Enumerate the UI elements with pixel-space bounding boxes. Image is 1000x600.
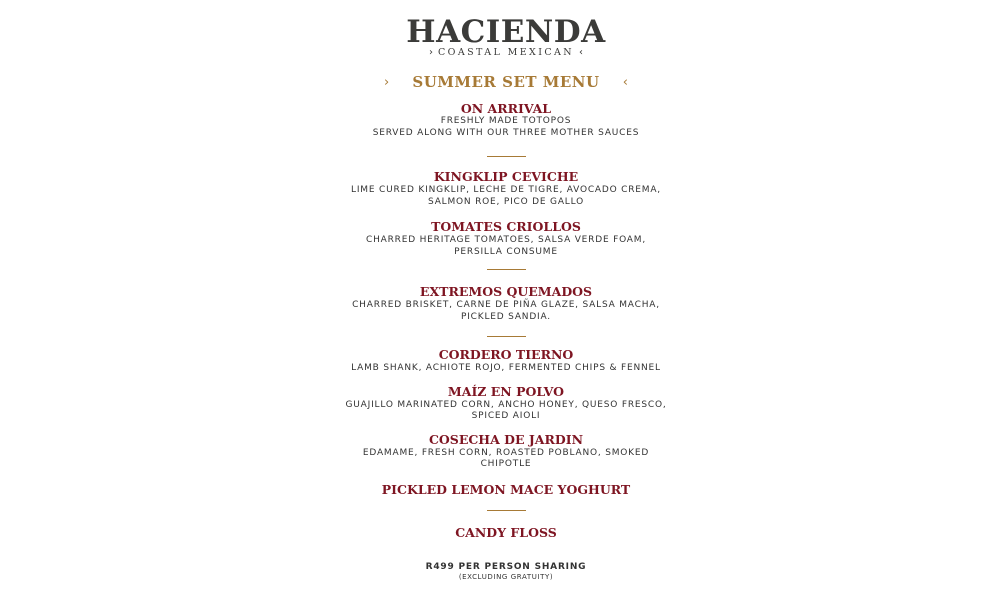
course-description-line: LAMB SHANK, ACHIOTE ROJO, FERMENTED CHIPS & FENNEL bbox=[351, 363, 661, 373]
course-name-cosecha-de-jardin: COSECHA DE JARDIN bbox=[428, 432, 584, 447]
course-description-line: PERSILLA CONSUME bbox=[454, 247, 558, 257]
brand-tagline-row bbox=[0, 46, 1000, 60]
brand-tagline: COASTAL MEXICAN bbox=[437, 47, 575, 58]
price-label: R499 PER PERSON SHARING bbox=[425, 562, 587, 572]
course-description-line: SPICED AIOLI bbox=[471, 411, 541, 421]
course-description-line: EDAMAME, FRESH CORN, ROASTED POBLANO, SMOKED bbox=[362, 448, 650, 458]
chevron-left-icon: ‹ bbox=[579, 47, 584, 58]
course-name-pickled-lemon-mace-yoghurt: PICKLED LEMON MACE YOGHURT bbox=[381, 482, 631, 497]
course-name-cordero-tierno: CORDERO TIERNO bbox=[438, 347, 574, 362]
section-divider bbox=[487, 156, 526, 157]
section-divider bbox=[487, 269, 526, 270]
chevron-right-icon: › bbox=[428, 47, 433, 58]
course-description-line: FRESHLY MADE TOTOPOS bbox=[440, 116, 572, 126]
course-description-line: GUAJILLO MARINATED CORN, ANCHO HONEY, QUESO FRESCO, bbox=[345, 400, 667, 410]
menu-title-row bbox=[380, 70, 632, 94]
section-divider bbox=[487, 510, 526, 511]
chevron-right-icon: › bbox=[384, 75, 390, 90]
course-name-kingklip-ceviche: KINGKLIP CEVICHE bbox=[433, 169, 579, 184]
course-description-line: CHARRED HERITAGE TOMATOES, SALSA VERDE FOAM, bbox=[366, 235, 646, 245]
chevron-left-icon: ‹ bbox=[622, 75, 628, 90]
course-description-line: PICKLED SANDIA. bbox=[461, 312, 551, 322]
menu-title: SUMMER SET MENU bbox=[412, 73, 600, 91]
course-description-line: LIME CURED KINGKLIP, LECHE DE TIGRE, AVOCADO CREMA, bbox=[351, 185, 661, 195]
course-description-line: CHARRED BRISKET, CARNE DE PIÑA GLAZE, SALSA MACHA, bbox=[352, 300, 660, 310]
course-description-line: SALMON ROE, PICO DE GALLO bbox=[428, 197, 584, 207]
course-name-candy-floss: CANDY FLOSS bbox=[455, 525, 557, 540]
section-divider bbox=[487, 336, 526, 337]
course-description-line: SERVED ALONG WITH OUR THREE MOTHER SAUCES bbox=[372, 128, 640, 138]
brand-logo: HACIENDA bbox=[406, 14, 606, 50]
course-name-maiz-en-polvo: MAÍZ EN POLVO bbox=[447, 384, 565, 399]
course-name-extremos-quemados: EXTREMOS QUEMADOS bbox=[419, 284, 593, 299]
course-name-tomates-criollos: TOMATES CRIOLLOS bbox=[431, 219, 581, 234]
price-note: (EXCLUDING GRATUITY) bbox=[458, 573, 554, 581]
course-description-line: CHIPOTLE bbox=[480, 459, 532, 469]
course-name-on-arrival: ON ARRIVAL bbox=[460, 101, 552, 116]
